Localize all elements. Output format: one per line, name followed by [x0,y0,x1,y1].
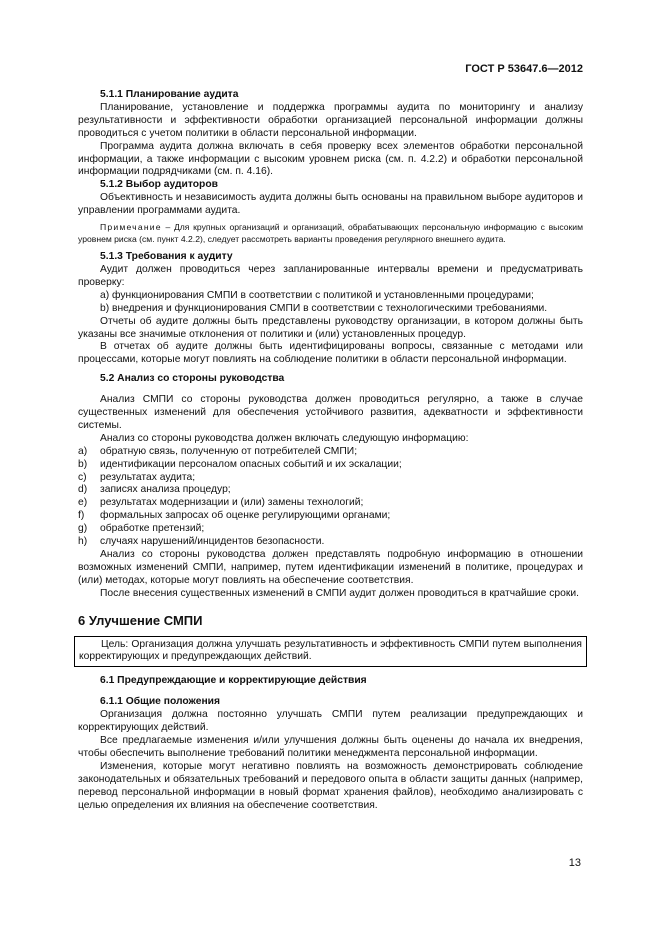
list-item: b) идентификации персоналом опасных событий и их эскалации; [78,458,402,470]
paragraph: Организация должна постоянно улучшать СМПИ путем реализации предупреждающих и корректирующих действий. [78,709,583,734]
paragraph: В отчетах об аудите должны быть идентифицированы вопросы, связанные с методами или процессами, которые могут повлиять на соблюдение политики в области персональной информации. [78,341,583,366]
note-text: – Для крупных организаций и организаций, обрабатывающих персональную информацию с высоким уровнем риска (см. пункт 4.2.2), следует рассмотреть варианты проведения регулярного внешнего аудита. [78,222,583,244]
paragraph: Все предлагаемые изменения и/или улучшения должны быть оценены до начала их внедрения, чтобы обеспечить выполнение требований политики менеджмента персональной информации. [78,734,583,759]
section-6-1-1-title: 6.1.1 Общие положения [100,696,220,708]
section-5-1-1-title: 5.1.1 Планирование аудита [100,89,239,100]
list-item: c) результатах аудита; [78,471,196,483]
list-item: d) записях анализа процедур; [78,484,231,496]
paragraph: Анализ СМПИ со стороны руководства должен проводиться регулярно, а также в случае существенных изменений для обеспечения устойчивого развития, адекватности и эффективности системы. [78,394,583,431]
paragraph: Объективность и независимость аудита должны быть основаны на правильном выборе аудиторов и управлении программами аудита. [78,192,583,217]
list-item: f) формальных запросах об оценке регулирующими органами; [78,510,391,522]
document-body [78,89,583,812]
paragraph: Изменения, которые могут негативно повлиять на возможность демонстрировать соблюдение законодательных и обязательных требований и передового опыта в области защиты данных (например, перевод персональной информации в новый формат хранения файлов), необходимо анализировать с целью определения их влияния на обеспечение соответствия. [78,760,583,811]
list-item: b) внедрения и функционирования СМПИ в соответствии с технологическими требованиями. [100,302,548,314]
paragraph: Анализ со стороны руководства должен включать следующую информацию: [100,432,469,444]
note-label: Примечание [100,222,162,233]
section-6-1-title: 6.1 Предупреждающие и корректирующие действия [100,675,367,687]
goal-box [74,636,587,668]
paragraph: Аудит должен проводиться через запланированные интервалы времени и предусматривать проверку: [78,263,583,288]
standard-code: ГОСТ Р 53647.6—2012 [465,63,583,75]
paragraph: Анализ со стороны руководства должен представлять подробную информацию в отношении возможных изменений СМПИ, например, путем идентификации изменений в политике, процедурах и (или) методах, которые могут повлиять на обеспечение соответствия. [78,549,583,586]
paragraph: После внесения существенных изменений в СМПИ аудит должен проводиться в кратчайшие сроки. [100,587,579,599]
page-number: 13 [568,857,581,869]
list-item: h) случаях нарушений/инцидентов безопасности. [78,536,325,548]
list-item: e) результатах модернизации и (или) замены технологий; [78,497,364,509]
section-6-title: 6 Улучшение СМПИ [78,612,203,628]
list-item: a) функционирования СМПИ в соответствии с политикой и установленными процедурами; [100,289,534,301]
note [78,222,583,245]
section-5-2-title: 5.2 Анализ со стороны руководства [100,373,285,385]
analysis-list [78,446,583,549]
paragraph: Планирование, установление и поддержка программы аудита по мониторингу и анализу результативности и эффективности обработки организацией персональной информации должны проводиться с учетом политики в области персональной информации. [78,101,583,139]
section-5-1-2-title: 5.1.2 Выбор аудиторов [100,179,218,191]
list-item: g) обработке претензий; [78,523,205,535]
paragraph: Отчеты об аудите должны быть представлены руководству организации, в котором должны быть указаны все значимые отклонения от политики и (или) установленных процедур. [78,315,583,340]
section-5-1-3-title: 5.1.3 Требования к аудиту [100,251,233,263]
list-item: a) обратную связь, полученную от потребителей СМПИ; [78,445,358,457]
paragraph: Программа аудита должна включать в себя проверку всех элементов обработки персональной информации, а также информации с высоким уровнем риска (см. п. 4.2.2) и обработки персональной информации подрядчиками (см. п. 4.16). [78,140,583,178]
goal-text: Цель: Организация должна улучшать результативность и эффективность СМПИ путем выполнения корректирующих и предупреждающих действий. [79,638,582,663]
